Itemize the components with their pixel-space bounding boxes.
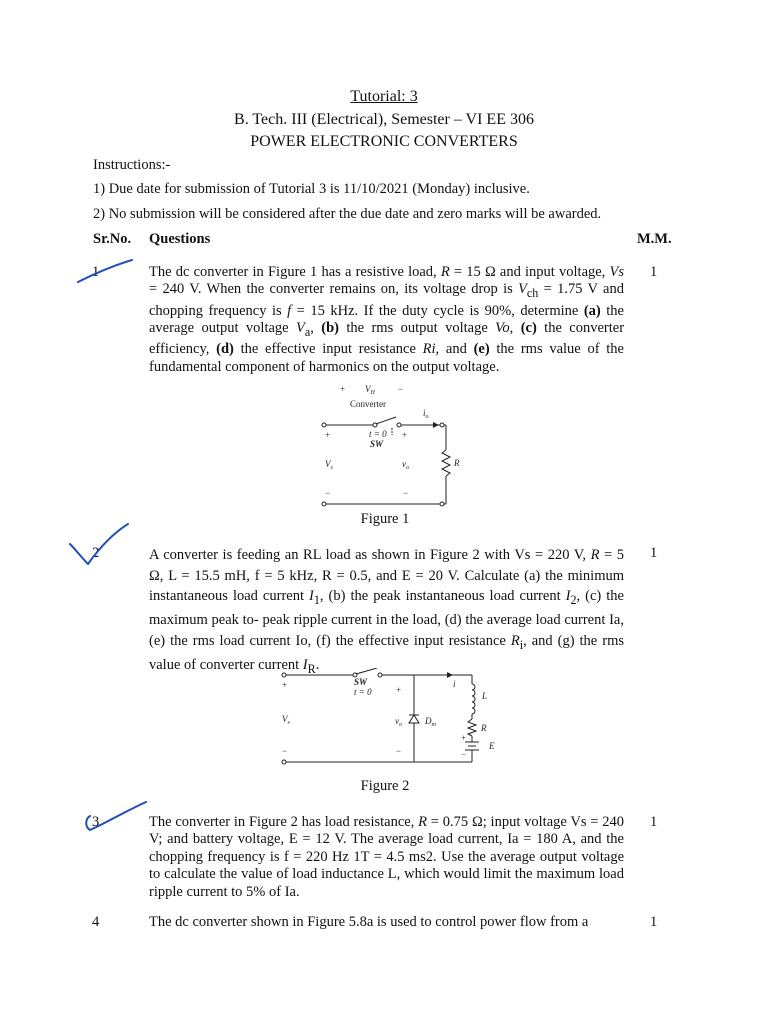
plus-left-label: + <box>325 430 331 440</box>
vh-minus-label: − <box>398 384 404 394</box>
resistor-r <box>468 719 476 736</box>
t0-label: t = 0 <box>369 429 387 439</box>
terminal-top-left <box>282 673 286 677</box>
instructions-heading: Instructions:- <box>93 157 171 173</box>
header-questions: Questions <box>149 231 211 247</box>
instruction-item: 2) No submission will be considered after the due date and zero marks will be awarded. <box>93 206 602 222</box>
subject-title: POWER ELECTRONIC CONVERTERS <box>250 133 518 150</box>
check-mark-icon <box>66 520 132 568</box>
question-marks: 1 <box>650 545 658 561</box>
vh-label: $V_H$ <box>365 384 375 396</box>
sw-label: SW <box>370 439 384 449</box>
figure-1-caption: Figure 1 <box>360 511 410 527</box>
header-srno: Sr.No. <box>93 231 132 247</box>
vs-label: $V_s$ <box>325 459 333 471</box>
r-label: R <box>481 723 487 733</box>
question-marks: 1 <box>650 914 658 930</box>
terminal-bottom-left <box>322 502 326 506</box>
current-arrow <box>447 672 453 678</box>
question-3-text: The converter in Figure 2 has load resistance, R = 0.75 Ω; input voltage Vs = 240 V; and battery voltage, E = 12 V. The average load current, Ia = 180 A, and the chopping frequency is f = 220 Hz 1T = 4.5 ms2. Use the average output voltage to calculate the value of load inductance L, which would limit the maximum load ripple current to 5% of Ia. <box>149 814 624 900</box>
question-1-text: The dc converter in Figure 1 has a resistive load, R = 15 Ω and input voltage, Vs = 240 V. When the converter remains on, its voltage drop is $V_{ch} = 1.75$ V and chopping frequency is f = 15 kHz. If the duty cycle is 90%, determine (a) the average output voltage $V_a$, (b) the rms output voltage Vo, (c) the converter efficiency, (d) the effective input resistance Ri, and (e) the rms value of the fundamental component of harmonics on the output voltage. <box>149 264 625 375</box>
course-line: B. Tech. III (Electrical), Semester – VI EE 306 <box>234 111 534 128</box>
current-arrow <box>433 422 439 428</box>
dm-label: $D_m$ <box>425 716 436 728</box>
plus-left-label: + <box>282 680 288 690</box>
question-2-text: A converter is feeding an RL load as shown in Figure 2 with Vs = 220 V, R = 5 Ω, L = 15.5 mH, f = 5 kHz, R = 0.5, and E = 20 V. Calculate (a) the minimum instantaneous load current $I_1$, (b) the peak instantaneous load current $I_2$, (c) the maximum peak to- peak ripple current in the load, (d) the average load current Ia, (e) the rms load current Io, (f) the effective input resistance $R_i$, and (g) the rms value of converter current $I_R$. <box>149 547 624 677</box>
minus-mid-label: − <box>396 746 402 756</box>
question-marks: 1 <box>650 264 658 280</box>
minus-left-label: − <box>282 746 288 756</box>
terminal-bottom-left <box>282 760 286 764</box>
plus-mid-label: + <box>396 685 402 695</box>
check-mark-icon <box>80 800 150 834</box>
header-marks: M.M. <box>637 231 672 247</box>
question-marks: 1 <box>650 814 658 830</box>
converter-label: Converter <box>350 399 386 409</box>
vo-label: $v_o$ <box>402 459 409 471</box>
vs-label: $V_s$ <box>282 714 290 726</box>
switch-sw <box>356 668 377 674</box>
t0-label: t = 0 <box>354 687 372 697</box>
instruction-item: 1) Due date for submission of Tutorial 3 is 11/10/2021 (Monday) inclusive. <box>93 181 530 197</box>
question-number: 3 <box>92 814 100 830</box>
io-label: $i_o$ <box>423 408 429 420</box>
inductor-l <box>472 684 475 714</box>
battery-minus-label: − <box>461 749 467 759</box>
terminal-top-left <box>322 423 326 427</box>
vo-label: $v_o$ <box>395 716 402 728</box>
e-label: E <box>489 741 495 751</box>
question-number: 1 <box>92 264 100 280</box>
question-number: 4 <box>92 914 100 930</box>
question-number: 2 <box>92 545 100 561</box>
switch-sw <box>376 417 396 424</box>
question-4-text: The dc converter shown in Figure 5.8a is used to control power flow from a <box>149 914 589 930</box>
tick-mark-icon <box>74 256 136 286</box>
figure-1-circuit <box>310 380 470 510</box>
tutorial-title: Tutorial: 3 <box>350 88 418 105</box>
l-label: L <box>482 691 488 701</box>
minus-right-label: − <box>403 488 409 498</box>
minus-left-label: − <box>325 488 331 498</box>
figure-2-caption: Figure 2 <box>360 778 410 794</box>
figure-2-circuit <box>275 668 505 773</box>
plus-right-label: + <box>402 430 408 440</box>
vh-plus-label: + <box>340 384 346 394</box>
sw-label: SW <box>354 677 368 687</box>
r-label: R <box>454 458 460 468</box>
i-label: i <box>453 679 456 689</box>
resistor-r <box>442 450 450 476</box>
diode-dm <box>409 715 419 723</box>
battery-plus-label: + <box>461 733 467 743</box>
